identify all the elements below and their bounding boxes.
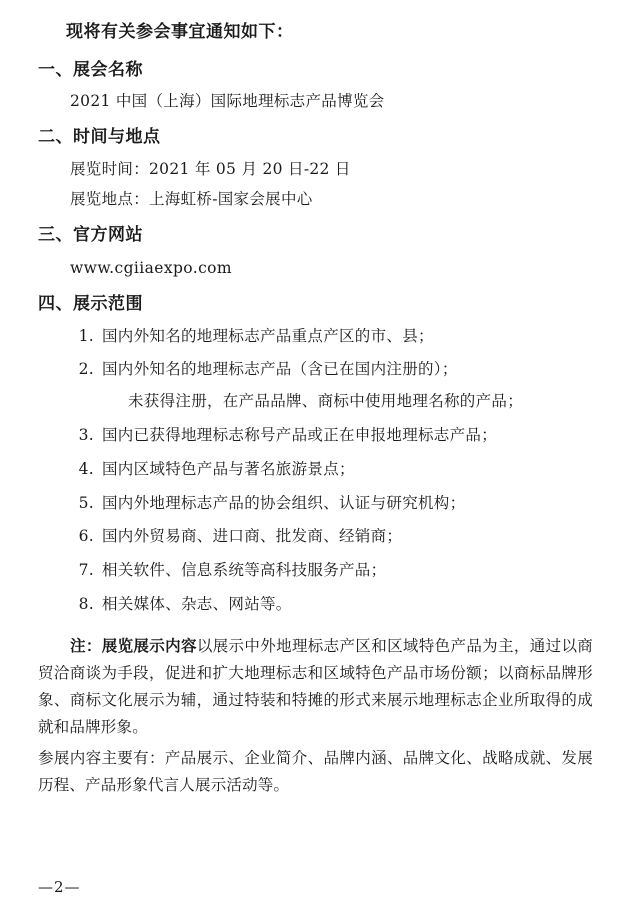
official-website-url[interactable]: www.cgiiaexpo.com: [70, 259, 232, 278]
list-item: [38, 457, 593, 482]
list-item: [38, 324, 593, 349]
page-number: —2—: [38, 878, 81, 896]
list-item: [38, 491, 593, 516]
list-item-text: 相关软件、信息系统等高科技服务产品；: [102, 561, 387, 580]
section-1-line-1: 2021 中国（上海）国际地理标志产品博览会: [70, 92, 385, 110]
note-paragraph: [38, 633, 593, 742]
section-heading-1: 一、展会名称: [38, 59, 143, 80]
list-item-number: 1.: [78, 326, 94, 345]
list-item: [38, 423, 593, 448]
section-heading-4: 四、展示范围: [38, 294, 143, 315]
list-item-number: 7.: [78, 561, 94, 580]
section-heading-2: 二、时间与地点: [38, 127, 161, 148]
section-heading-3: 三、官方网站: [38, 224, 143, 245]
list-item-text: [102, 357, 593, 414]
list-item-text: 国内已获得地理标志称号产品或正在申报地理标志产品；: [102, 425, 498, 444]
list-item: [38, 558, 593, 583]
note-paragraph-2: 参展内容主要有：产品展示、企业简介、品牌内涵、品牌文化、战略成就、发展历程、产品形象代言人展示活动等。: [38, 749, 593, 795]
list-item-number: 3.: [78, 425, 94, 444]
section-2-line-2: 展览地点：上海虹桥-国家会展中心: [70, 189, 313, 208]
lead-paragraph: 现将有关参会事宜通知如下：: [66, 22, 294, 42]
list-item-main-text: 国内外知名的地理标志产品（含已在国内注册的）；: [102, 360, 458, 379]
list-item: [38, 357, 593, 414]
list-item-number: 4.: [78, 459, 94, 478]
list-item-text: 国内区域特色产品与著名旅游景点；: [102, 459, 355, 478]
scope-list: [38, 324, 593, 617]
note-bold-part: 展览展示内容: [101, 636, 197, 655]
list-item-number: 6.: [78, 527, 94, 546]
list-item-number: 5.: [78, 493, 94, 512]
list-item-text: 国内外贸易商、进口商、批发商、经销商；: [102, 527, 403, 546]
list-item-text: 相关媒体、杂志、网站等。: [102, 594, 292, 613]
list-item-text: 国内外知名的地理标志产品重点产区的市、县；: [102, 326, 434, 345]
list-item: [38, 524, 593, 549]
list-item: [38, 592, 593, 617]
note-text: 以展示中外地理标志产区和区域特色产品为主，通过以商贸洽商谈为手段，促进和扩大地理标志和区域特色产品市场份额；以商标品牌形象、商标文化展示为辅，通过特装和特摊的形式来展示地理标志企业所取得的成就和品牌形象。: [38, 636, 594, 737]
note-label: 注：: [70, 636, 102, 655]
list-item-number: 8.: [78, 594, 94, 613]
list-item-number: 2.: [78, 360, 94, 379]
list-item-sub-text: 未获得注册，在产品品牌、商标中使用地理名称的产品；: [128, 392, 524, 411]
list-item-text: 国内外地理标志产品的协会组织、认证与研究机构；: [102, 493, 466, 512]
section-2-line-1: 展览时间：2021 年 05 月 20 日-22 日: [70, 159, 351, 178]
